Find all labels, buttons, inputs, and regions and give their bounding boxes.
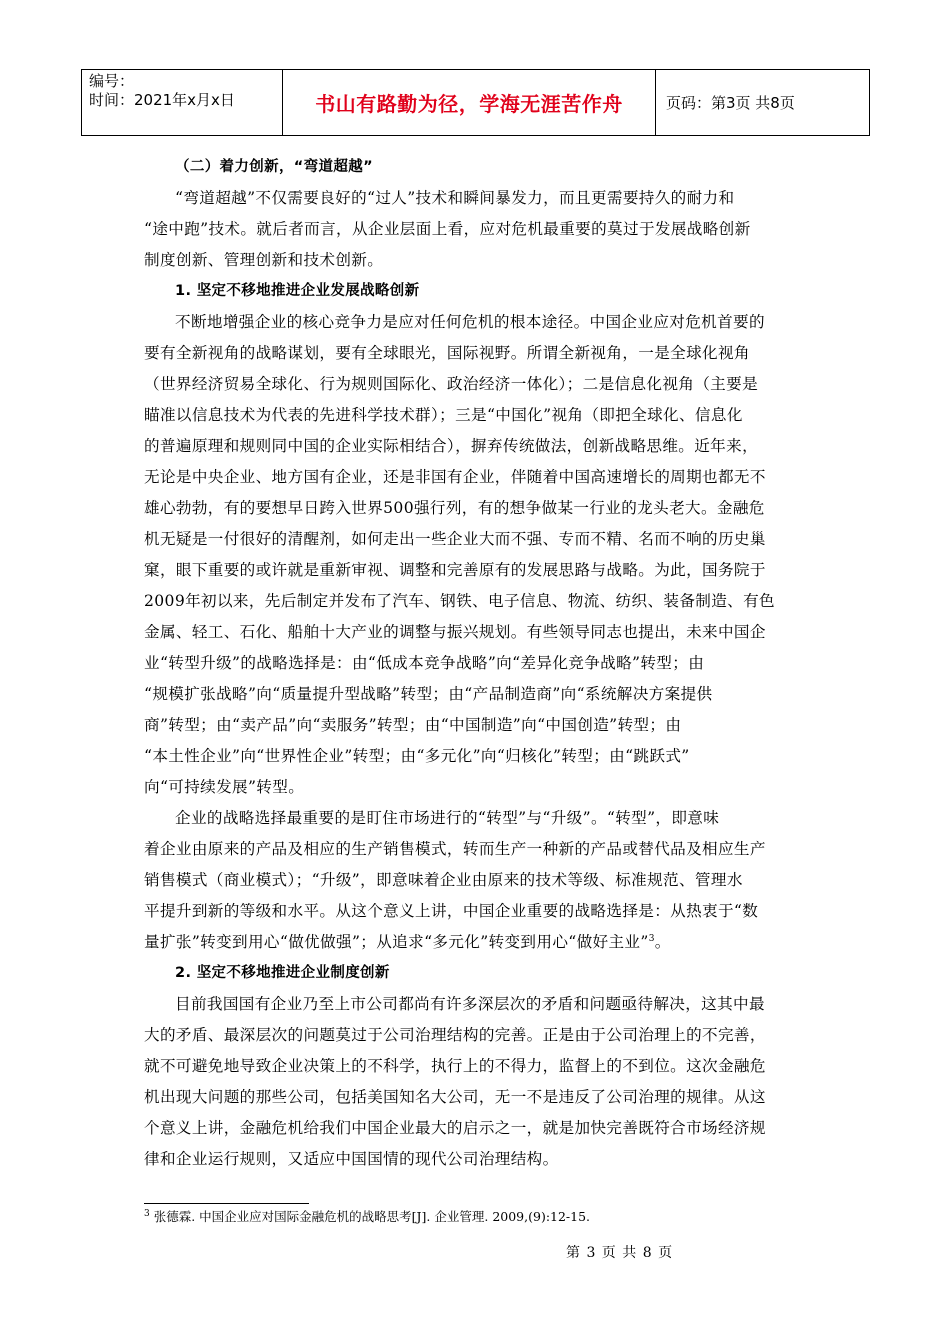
paragraph-line: 销售模式（商业模式）；“升级”，即意味着企业由原来的技术等级、标准规范、管理水 [144, 871, 743, 889]
paragraph-line: 制度创新、管理创新和技术创新。 [144, 251, 384, 269]
paragraph-line: 窠，眼下重要的或许就是重新审视、调整和完善原有的发展思路与战略。为此，国务院于 [144, 561, 766, 579]
paragraph-line: 企业的战略选择最重要的是盯住市场进行的“转型”与“升级”。“转型”，即意味 [175, 809, 720, 827]
time-label: 时间：2021年x月x日 [89, 91, 235, 109]
paragraph-line-with-footnote [144, 927, 806, 958]
footnote [144, 1209, 590, 1225]
document-header [81, 69, 870, 136]
paragraph-text: 量扩张”转变到用心“做优做强”；从追求“多元化”转变到用心“做好主业” [144, 933, 649, 951]
paragraph-line: 律和企业运行规则，又适应中国国情的现代公司治理结构。 [144, 1150, 559, 1168]
footnote-divider [144, 1203, 309, 1204]
header-motto: 书山有路勤为径，学海无涯苦作舟 [283, 70, 656, 135]
subsection-heading-1: 1. 坚定不移地推进企业发展战略创新 [175, 283, 420, 299]
paragraph-line: 个意义上讲，金融危机给我们中国企业最大的启示之一，就是加快完善既符合市场经济规 [144, 1119, 766, 1137]
paragraph-line: （世界经济贸易全球化、行为规则国际化、政治经济一体化）；二是信息化视角（主要是 [144, 375, 759, 393]
section-heading: （二）着力创新，“弯道超越” [175, 159, 373, 175]
paragraph-line: 要有全新视角的战略谋划，要有全球眼光，国际视野。所谓全新视角，一是全球化视角 [144, 344, 750, 362]
footnote-text: 张德霖. 中国企业应对国际金融危机的战略思考[J]. 企业管理. 2009,(9):12-15. [153, 1209, 591, 1224]
paragraph-line: 机出现大问题的那些公司，包括美国知名大公司，无一不是违反了公司治理的规律。从这 [144, 1088, 766, 1106]
paragraph-line: 目前我国国有企业乃至上市公司都尚有许多深层次的矛盾和问题亟待解决，这其中最 [175, 995, 765, 1013]
paragraph-line: “规模扩张战略”向“质量提升型战略”转型；由“产品制造商”向“系统解决方案提供 [144, 685, 713, 703]
paragraph-line: 平提升到新的等级和水平。从这个意义上讲，中国企业重要的战略选择是：从热衷于“数 [144, 902, 759, 920]
paragraph-line: 就不可避免地导致企业决策上的不科学，执行上的不得力，监督上的不到位。这次金融危 [144, 1057, 766, 1075]
footnote-reference[interactable]: 3 [648, 933, 655, 944]
paragraph-line: 无论是中央企业、地方国有企业，还是非国有企业，伴随着中国高速增长的周期也都无不 [144, 468, 766, 486]
paragraph-line: “本土性企业”向“世界性企业”转型；由“多元化”向“归核化”转型；由“跳跃式” [144, 747, 690, 765]
footnote-number: 3 [144, 1208, 150, 1219]
number-label: 编号： [89, 72, 135, 90]
paragraph-line: 大的矛盾、最深层次的问题莫过于公司治理结构的完善。正是由于公司治理上的不完善， [144, 1026, 766, 1044]
subsection-heading-2: 2. 坚定不移地推进企业制度创新 [175, 965, 390, 981]
page-footer: 第 3 页 共 8 页 [566, 1245, 674, 1261]
document-body [144, 152, 806, 1175]
paragraph-line: 机无疑是一付很好的清醒剂，如何走出一些企业大而不强、专而不精、名而不响的历史巢 [144, 530, 766, 548]
paragraph-line: 着企业由原来的产品及相应的生产销售模式，转而生产一种新的产品或替代品及相应生产 [144, 840, 766, 858]
paragraph-line: 商”转型；由“卖产品”向“卖服务”转型；由“中国制造”向“中国创造”转型；由 [144, 716, 682, 734]
paragraph-text: 。 [654, 933, 671, 951]
paragraph-line: 金属、轻工、石化、船舶十大产业的调整与振兴规划。有些领导同志也提出，未来中国企 [144, 623, 766, 641]
paragraph-line: 雄心勃勃，有的要想早日跨入世界500强行列，有的想争做某一行业的龙头老大。金融危 [144, 499, 765, 517]
paragraph-line: 瞄准以信息技术为代表的先进科学技术群）；三是“中国化”视角（即把全球化、信息化 [144, 406, 743, 424]
header-meta [82, 70, 283, 135]
paragraph-line: 业“转型升级”的战略选择是：由“低成本竞争战略”向“差异化竞争战略”转型；由 [144, 654, 705, 672]
paragraph-line: 2009年初以来，先后制定并发布了汽车、钢铁、电子信息、物流、纺织、装备制造、有色 [144, 592, 776, 610]
header-page-info: 页码：第3页 共8页 [666, 94, 795, 112]
paragraph-line: 向“可持续发展”转型。 [144, 778, 305, 796]
paragraph-line: “弯道超越”不仅需要良好的“过人”技术和瞬间暴发力，而且更需要持久的耐力和 [175, 189, 735, 207]
paragraph-line: “途中跑”技术。就后者而言，从企业层面上看，应对危机最重要的莫过于发展战略创新 [144, 220, 751, 238]
paragraph-line: 的普遍原理和规则同中国的企业实际相结合），摒弃传统做法，创新战略思维。近年来， [144, 437, 759, 455]
paragraph-line: 不断地增强企业的核心竞争力是应对任何危机的根本途径。中国企业应对危机首要的 [175, 313, 765, 331]
